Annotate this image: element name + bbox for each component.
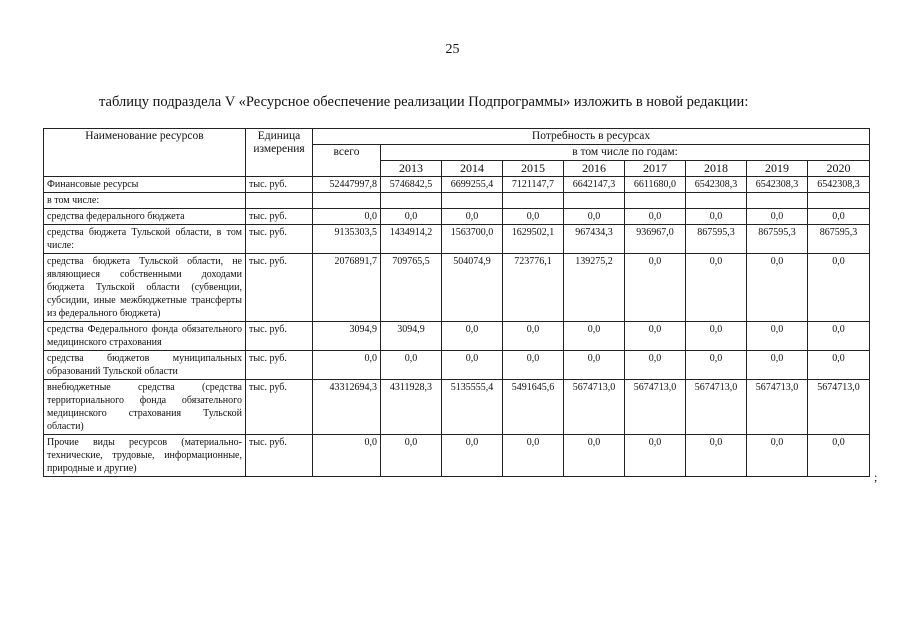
resource-year-value: 0,0 [381,351,442,380]
resource-year-value: 6611680,0 [625,177,686,193]
resource-year-value: 0,0 [686,322,747,351]
resource-year-value [747,193,808,209]
table-row [44,380,870,435]
resource-name: внебюджетные средства (средства территориального фонда обязательного медицинского страхования Тульской области) [44,380,246,435]
resource-total [313,193,381,209]
resource-year-value: 0,0 [686,209,747,225]
resource-year-value: 5674713,0 [808,380,870,435]
resource-unit: тыс. руб. [246,209,313,225]
resource-year-value: 0,0 [747,435,808,477]
resource-year-value: 723776,1 [503,254,564,322]
resource-unit: тыс. руб. [246,254,313,322]
table-row [44,177,870,193]
resource-year-value: 0,0 [442,351,503,380]
resource-year-value: 1563700,0 [442,225,503,254]
resource-year-value: 5746842,5 [381,177,442,193]
resource-name: в том числе: [44,193,246,209]
resource-year-value [808,193,870,209]
header-year: 2019 [747,161,808,177]
resource-unit [246,193,313,209]
resource-year-value: 5674713,0 [625,380,686,435]
table-row [44,254,870,322]
intro-text: таблицу подраздела V «Ресурсное обеспечение реализации Подпрограммы» изложить в новой редакции: [99,94,749,110]
resource-total: 0,0 [313,209,381,225]
resource-year-value: 0,0 [808,351,870,380]
resource-year-value: 0,0 [808,209,870,225]
resource-total: 3094,9 [313,322,381,351]
resource-year-value: 5674713,0 [564,380,625,435]
resource-year-value: 0,0 [625,351,686,380]
resource-year-value: 1434914,2 [381,225,442,254]
resource-year-value: 0,0 [747,209,808,225]
header-year: 2015 [503,161,564,177]
table-row [44,225,870,254]
table-row [44,322,870,351]
resource-year-value: 0,0 [442,435,503,477]
resource-year-value: 0,0 [686,435,747,477]
resource-year-value: 6542308,3 [686,177,747,193]
resource-year-value: 0,0 [808,254,870,322]
resource-year-value: 0,0 [381,435,442,477]
resource-total: 52447997,8 [313,177,381,193]
resource-year-value: 5674713,0 [747,380,808,435]
resource-year-value: 0,0 [381,209,442,225]
resource-year-value: 5674713,0 [686,380,747,435]
header-year: 2017 [625,161,686,177]
header-year: 2018 [686,161,747,177]
resource-total: 0,0 [313,351,381,380]
table-row [44,435,870,477]
resource-total: 43312694,3 [313,380,381,435]
resource-year-value: 1629502,1 [503,225,564,254]
resource-year-value: 0,0 [442,209,503,225]
table-row [44,193,870,209]
resource-year-value: 0,0 [503,351,564,380]
resource-year-value: 6699255,4 [442,177,503,193]
resource-year-value: 0,0 [503,322,564,351]
header-year: 2016 [564,161,625,177]
resource-year-value [564,193,625,209]
resource-year-value: 0,0 [686,254,747,322]
resource-name: средства бюджетов муниципальных образований Тульской области [44,351,246,380]
resource-year-value: 0,0 [747,254,808,322]
resource-unit: тыс. руб. [246,435,313,477]
resource-year-value [442,193,503,209]
page-number: 25 [445,42,460,57]
resource-unit: тыс. руб. [246,380,313,435]
resource-year-value: 3094,9 [381,322,442,351]
resource-name: средства бюджета Тульской области, в том числе: [44,225,246,254]
resource-year-value: 4311928,3 [381,380,442,435]
resource-name: средства Федерального фонда обязательного медицинского страхования [44,322,246,351]
header-total: всего [313,145,381,177]
resource-year-value: 0,0 [808,322,870,351]
table-row [44,351,870,380]
resource-year-value: 709765,5 [381,254,442,322]
header-need: Потребность в ресурсах [313,129,870,145]
table-body [44,177,870,477]
resource-year-value: 0,0 [625,322,686,351]
resource-unit: тыс. руб. [246,322,313,351]
resource-year-value: 504074,9 [442,254,503,322]
resource-name: средства бюджета Тульской области, не являющиеся собственными доходами бюджета Тульской области (субвенции, субсидии, иные межбюджетные трансферты из федерального бюджета) [44,254,246,322]
header-unit: Единица измерения [246,129,313,177]
resource-year-value: 0,0 [442,322,503,351]
resource-year-value: 0,0 [808,435,870,477]
header-by-years: в том числе по годам: [381,145,870,161]
resource-year-value: 936967,0 [625,225,686,254]
header-year: 2013 [381,161,442,177]
resource-total: 0,0 [313,435,381,477]
resource-year-value [381,193,442,209]
resource-unit: тыс. руб. [246,177,313,193]
resource-year-value: 7121147,7 [503,177,564,193]
resource-year-value: 0,0 [625,435,686,477]
resource-name: средства федерального бюджета [44,209,246,225]
resource-year-value: 967434,3 [564,225,625,254]
resource-name: Прочие виды ресурсов (материально-технические, трудовые, информационные, природные и другие) [44,435,246,477]
resource-year-value [503,193,564,209]
resource-year-value: 6642147,3 [564,177,625,193]
resource-total: 9135303,5 [313,225,381,254]
resource-year-value: 867595,3 [747,225,808,254]
resource-year-value: 0,0 [747,351,808,380]
trailing-semicolon: ; [874,470,878,484]
resource-year-value: 6542308,3 [808,177,870,193]
header-name: Наименование ресурсов [44,129,246,177]
header-year: 2020 [808,161,870,177]
header-year: 2014 [442,161,503,177]
resource-year-value: 0,0 [503,209,564,225]
resource-year-value: 0,0 [564,209,625,225]
resource-year-value: 0,0 [686,351,747,380]
resource-year-value [625,193,686,209]
resource-year-value: 5135555,4 [442,380,503,435]
resource-name: Финансовые ресурсы [44,177,246,193]
resource-year-value: 0,0 [564,435,625,477]
resources-table [43,128,870,477]
resource-year-value: 867595,3 [686,225,747,254]
resource-year-value [686,193,747,209]
resource-unit: тыс. руб. [246,225,313,254]
resource-year-value: 0,0 [503,435,564,477]
resource-unit: тыс. руб. [246,351,313,380]
table-row [44,209,870,225]
resource-total: 2076891,7 [313,254,381,322]
resource-year-value: 0,0 [625,209,686,225]
resource-year-value: 139275,2 [564,254,625,322]
resource-year-value: 0,0 [564,322,625,351]
resource-year-value: 867595,3 [808,225,870,254]
resource-year-value: 0,0 [625,254,686,322]
resource-year-value: 0,0 [564,351,625,380]
resource-year-value: 6542308,3 [747,177,808,193]
resource-year-value: 0,0 [747,322,808,351]
resource-year-value: 5491645,6 [503,380,564,435]
